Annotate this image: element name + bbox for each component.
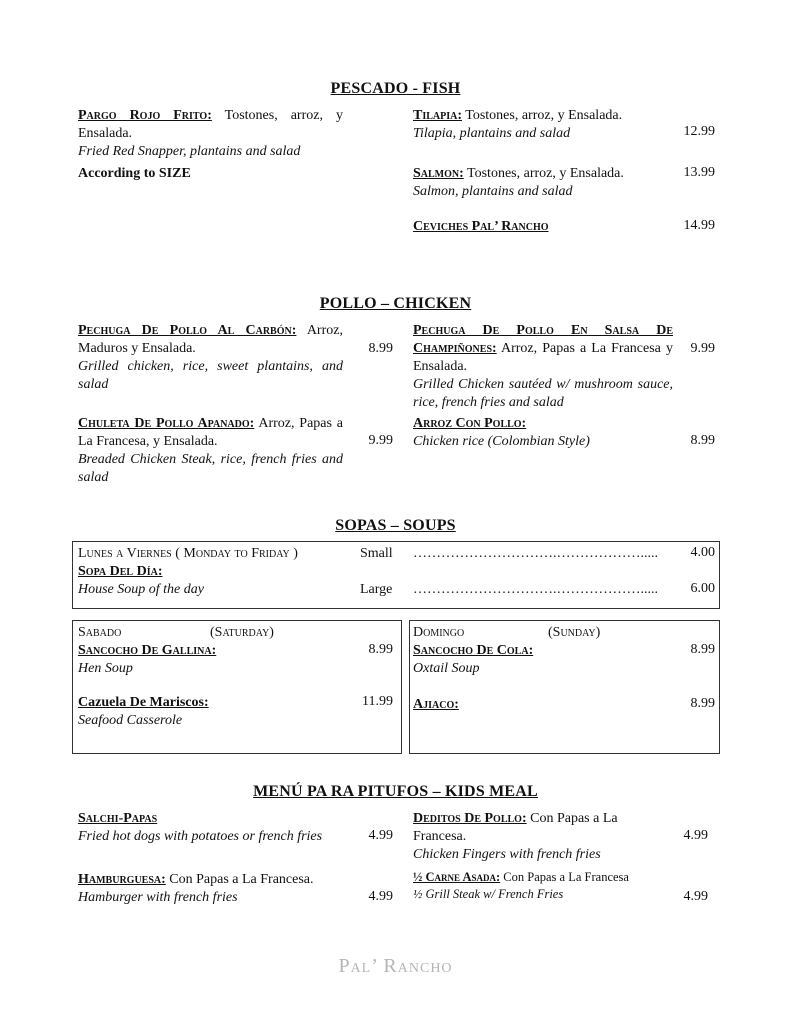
item-desc-es: Tostones, arroz, y Ensalada.	[462, 108, 623, 123]
menu-item-pollo-carbon	[78, 322, 343, 394]
large-label: Large	[360, 582, 393, 597]
dot-leader-small: ………………………….……………….....	[413, 546, 658, 561]
menu-item-pollo-champinones	[413, 322, 673, 412]
item-name: Cazuela De Mariscos:	[78, 695, 209, 710]
item-desc-es: Con Papas a La Francesa.	[165, 872, 314, 887]
menu-item-pargo	[78, 107, 343, 161]
item-desc-en: Fried hot dogs with potatoes or french fries	[78, 829, 323, 844]
saturday-label-en: (Saturday)	[210, 625, 274, 640]
item-name: Sancocho De Cola:	[413, 643, 534, 658]
item-desc-en: Grilled Chicken sautéed w/ mushroom sauce, rice, french fries and salad	[413, 377, 673, 410]
menu-item-salchi-papas	[78, 810, 343, 846]
menu-item-carne-asada	[413, 869, 678, 903]
item-desc-en: Oxtail Soup	[413, 661, 480, 676]
item-name: Pechuga De Pollo En Salsa De Champiñones:	[413, 323, 673, 356]
price-chuleta: 9.99	[368, 433, 393, 448]
menu-item-sancocho-gallina	[78, 642, 216, 678]
item-name: Ceviches Pal’ Rancho	[413, 219, 549, 234]
item-desc-en: Hen Soup	[78, 661, 133, 676]
item-name: ½ Carne Asada:	[413, 870, 501, 884]
small-label: Small	[360, 546, 393, 561]
price-sancocho-cola: 8.99	[690, 642, 715, 657]
menu-item-hamburguesa	[78, 871, 353, 907]
item-name: Hamburguesa:	[78, 872, 166, 887]
sunday-label-en: (Sunday)	[548, 625, 601, 640]
item-name: Arroz Con Pollo:	[413, 416, 527, 431]
price-cazuela: 11.99	[362, 694, 393, 709]
price-tilapia: 12.99	[683, 124, 715, 139]
price-salmon: 13.99	[683, 165, 715, 180]
price-pollo-carbon: 8.99	[368, 341, 393, 356]
item-name: Deditos De Pollo:	[413, 811, 527, 826]
soup-of-day-desc: House Soup of the day	[78, 582, 204, 597]
weekday-label: Lunes a Viernes ( Monday to Friday )	[78, 546, 298, 561]
item-name: Sancocho De Gallina:	[78, 643, 217, 658]
saturday-label-es: Sabado	[78, 625, 122, 640]
item-name: Salmon:	[413, 166, 464, 181]
item-desc-es: Arroz, Papas a La Francesa, y Ensalada.	[78, 416, 343, 449]
item-desc-en: Hamburger with french fries	[78, 890, 238, 905]
price-ajiaco: 8.99	[690, 696, 715, 711]
price-sancocho-gallina: 8.99	[368, 642, 393, 657]
item-desc-es: Tostones, arroz, y Ensalada.	[463, 166, 624, 181]
price-salchi-papas: 4.99	[368, 828, 393, 843]
item-desc-en: Chicken Fingers with french fries	[413, 847, 601, 862]
price-ceviches: 14.99	[683, 218, 715, 233]
item-desc-es: Con Papas a La Francesa	[500, 870, 629, 884]
soup-of-day-name: Sopa Del Día:	[78, 564, 163, 579]
item-desc-en: Breaded Chicken Steak, rice, french fries and salad	[78, 452, 343, 485]
sunday-label-es: Domingo	[413, 625, 465, 640]
price-deditos: 4.99	[683, 828, 708, 843]
menu-item-cazuela	[78, 694, 209, 730]
price-soup-small: 4.00	[690, 545, 715, 560]
menu-item-chuleta	[78, 415, 343, 487]
dot-leader-large: ………………………….……………….....	[413, 582, 658, 597]
item-desc-en: Salmon, plantains and salad	[413, 184, 573, 199]
price-hamburguesa: 4.99	[368, 889, 393, 904]
price-pollo-champinones: 9.99	[690, 341, 715, 356]
menu-item-salmon	[413, 165, 673, 201]
item-name: Ajiaco:	[413, 697, 459, 712]
pargo-size-note: According to SIZE	[78, 166, 191, 181]
section-title-chicken: POLLO – CHICKEN	[319, 295, 472, 312]
item-desc-en: Seafood Casserole	[78, 713, 183, 728]
menu-item-sancocho-cola	[413, 642, 533, 678]
item-desc-es: Arroz, Maduros y Ensalada.	[78, 323, 343, 356]
price-arroz-pollo: 8.99	[690, 433, 715, 448]
section-title-soups: SOPAS – SOUPS	[335, 517, 456, 534]
price-carne-asada: 4.99	[683, 889, 708, 904]
item-desc-es: Con Papas a La Francesa.	[413, 811, 618, 844]
item-name: Chuleta De Pollo Apanado:	[78, 416, 255, 431]
menu-item-arroz-pollo	[413, 415, 673, 451]
section-title-fish: PESCADO - FISH	[330, 80, 461, 97]
menu-item-ajiaco	[413, 696, 459, 714]
item-name: Pechuga De Pollo Al Carbón:	[78, 323, 297, 338]
item-desc-en: ½ Grill Steak w/ French Fries	[413, 887, 564, 901]
item-desc-es: Tostones, arroz, y Ensalada.	[78, 108, 343, 141]
section-title-kids: MENÚ PA RA PITUFOS – KIDS MEAL	[253, 783, 538, 800]
menu-item-tilapia	[413, 107, 673, 143]
item-name: Pargo Rojo Frito:	[78, 108, 212, 123]
item-desc-es: Arroz, Papas a La Francesa y Ensalada.	[413, 341, 673, 374]
item-desc-en: Grilled chicken, rice, sweet plantains, and salad	[78, 359, 343, 392]
price-soup-large: 6.00	[690, 581, 715, 596]
menu-item-ceviches	[413, 218, 549, 236]
item-name: Tilapia:	[413, 108, 463, 123]
item-desc-en: Tilapia, plantains and salad	[413, 126, 571, 141]
item-name: Salchi-Papas	[78, 811, 158, 826]
restaurant-logo-text: Pal’ Rancho	[338, 955, 453, 977]
menu-item-deditos	[413, 810, 653, 864]
item-desc-en: Fried Red Snapper, plantains and salad	[78, 144, 301, 159]
item-desc-en: Chicken rice (Colombian Style)	[413, 434, 590, 449]
